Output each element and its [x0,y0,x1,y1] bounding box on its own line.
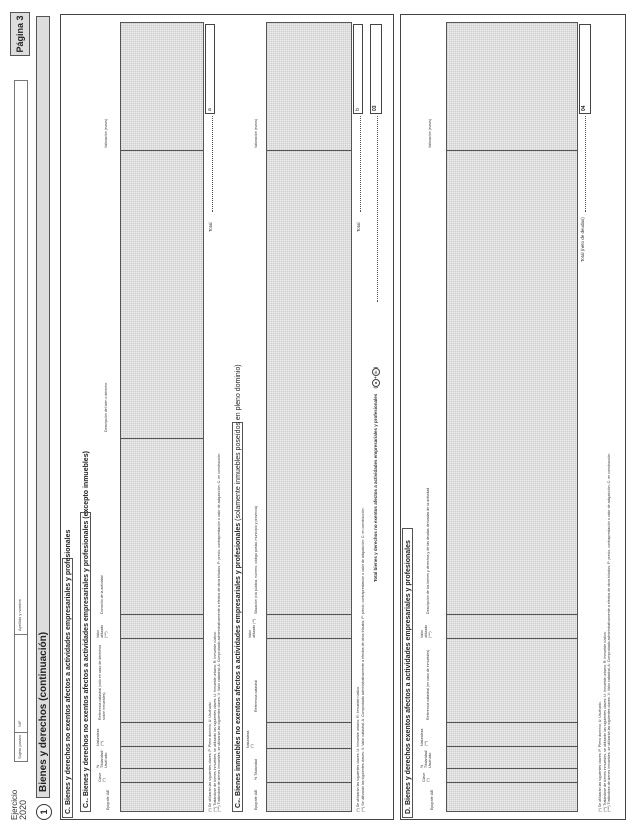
c1-col-clave: Clave (*) [98,772,106,782]
c1-note-2: (**) Tratándose de bienes inmuebles, se utilizarán las siguientes claves: U: Inmueble urbano; R: Inmueble rústico. [212,631,217,812]
c2-col-epigrafe: Epígrafe IAE [254,789,258,810]
d-entry-grid[interactable] [446,22,578,812]
d-col-referencia: Referencia catastral (en caso de inmuebles) [426,649,430,720]
d-col-titularidad: % Titularidad/ Usufructo [420,750,432,768]
grand-total-leader [377,116,378,302]
d-col-descripcion: Descripción de los bienes y derechos y de las deudas derivadas de la actividad [426,487,430,614]
c2-entry-grid[interactable] [266,22,352,812]
c1-note-1: (*) Se utilizarán las siguientes claves: P: Pleno dominio; U: Usufructo. [208,701,212,812]
c2-caption-sub: (solamente inmuebles poseídos en pleno dominio) [235,364,242,521]
c1-col-titularidad: % Titularidad/ Usufructo [96,750,108,768]
d-col-naturaleza: Naturaleza (**) [420,728,428,746]
c1-col-valoracion: Valoración (euros) [104,118,108,148]
c1-col-valor: Valor utilizado (***) [96,624,108,638]
c2-total-key: b [355,108,361,111]
d-total-box[interactable] [579,24,591,114]
c1-note-3: (***) Tratándose de bienes inmuebles, se utilizarán las siguientes claves: V: Valor catastral; A: Comprobado administrativamente a efectos de otros tributos; P: precio, contraprestación o valor de adquisición; C: en construcción. [217,452,222,812]
block-d-caption: D. Bienes y derechos exentos afectos a actividades empresariales y profesionales [402,528,413,818]
d-note-3: (***) Tratándose de bienes inmuebles, se utilizarán las siguientes claves: V: Valor catastral; A: Comprobado administrativamente a efectos de otros tributos; P: precio, contraprestación o valor de adquisición; C: en construcción. [607,452,612,812]
formula-a: a [372,379,380,387]
c2-header-row [244,22,266,812]
c1-notes [208,453,222,812]
c2-col-valor: Valor utilizado (**) [248,618,256,638]
grand-total-label: Total bienes y derechos no exentos afectos a actividades empresariales y profesionales [373,393,378,582]
d-total-leader [585,116,586,212]
grand-total-box[interactable] [370,24,382,114]
d-header-row [416,22,446,812]
c2-col-valoracion: Valoración (euros) [254,118,258,148]
c1-col-naturaleza: Naturaleza (**) [96,728,104,746]
section-title: Bienes y derechos (continuación) [36,16,50,798]
c2-total-box[interactable] [353,24,363,114]
c2-total-leader [360,116,361,212]
d-col-valor: Valor utilizado (***) [420,624,432,638]
c1-total-label: Total [208,222,213,232]
page-number: Página 3 [10,12,30,56]
c1-caption: C₁. Bienes y derechos no exentos afectos a actividades empresariales y profesionales (excepto inmuebles) [80,512,91,812]
c2-caption [232,364,243,812]
c2-total-label: Total [356,222,361,232]
grand-total-box-label: 03 [372,105,378,111]
c1-col-epigrafe: Epígrafe IAE [106,789,110,810]
d-total-label: Total (neto de deudas) [580,217,585,262]
nif-label: NIF [17,720,22,727]
grand-total-row: Total bienes y derechos no exentos afectos a actividades empresariales y profesionales (a+b) [373,366,378,582]
c1-col-referencia: Referencia catastral (sólo en caso de derechos sobre inmuebles) [98,644,106,720]
ejercicio [10,790,28,820]
d-col-valoracion: Valoración (euros) [428,118,432,148]
c1-total-leader [212,116,213,212]
c2-notes [356,507,365,812]
taxpayer-header-box [14,80,28,762]
ejercicio-label: Ejercicio [10,789,19,820]
c1-col-descripcion: Descripción del bien o derecho [104,382,108,432]
c1-entry-grid[interactable] [120,22,204,812]
section-number: 1 [36,804,52,820]
d-total-box-label: 04 [581,105,587,111]
d-col-epigrafe: Epígrafe IAE [430,789,434,810]
ejercicio-year: 2020 [18,799,28,820]
c2-note-1: (*) Se utilizarán las siguientes claves: U: Inmueble urbano; R: Inmueble rústico. [356,685,360,812]
c2-col-naturaleza: Naturaleza (*) [246,730,254,748]
formula-b: b [372,368,380,376]
c2-col-referencia: Referencia catastral [254,680,258,712]
c2-caption-main: C₂. Bienes inmuebles no exentos afectos a actividades empresariales y profesionales [235,522,242,808]
d-note-1: (*) Se utilizarán las siguientes claves: P: Pleno dominio; U: Usufructo. [598,701,602,812]
c1-total-key: a [207,108,213,111]
c1-total-box[interactable] [205,24,215,114]
d-notes [598,453,612,812]
c1-col-domicilio: Domicilio de la actividad [100,575,104,614]
c2-col-situacion: Situación (vía pública, número, código postal, municipio y provincia) [254,505,258,614]
c2-note-2: (**) Se utilizarán las siguientes claves: V: Valor catastral; A: Comprobado administrativamente a efectos de otros tributos; P: precio, contraprestación o valor de adquisición; C: en construcción. [360,507,365,812]
sujeto-label: Sujeto pasivo [17,734,22,759]
block-c-caption: C. Bienes y derechos no exentos afectos a actividades empresariales y profesionales [62,558,73,818]
d-note-2: (**) Tratándose de bienes inmuebles, se utilizarán las siguientes claves: U: Inmueble urbano; R: Inmueble rústico. [602,631,607,812]
c2-col-titularidad: % Titularidad [254,759,258,780]
d-col-clave: Clave (*) [422,772,430,782]
nombre-label: Apellido y nombre [17,598,22,631]
c1-header-row [92,22,120,812]
